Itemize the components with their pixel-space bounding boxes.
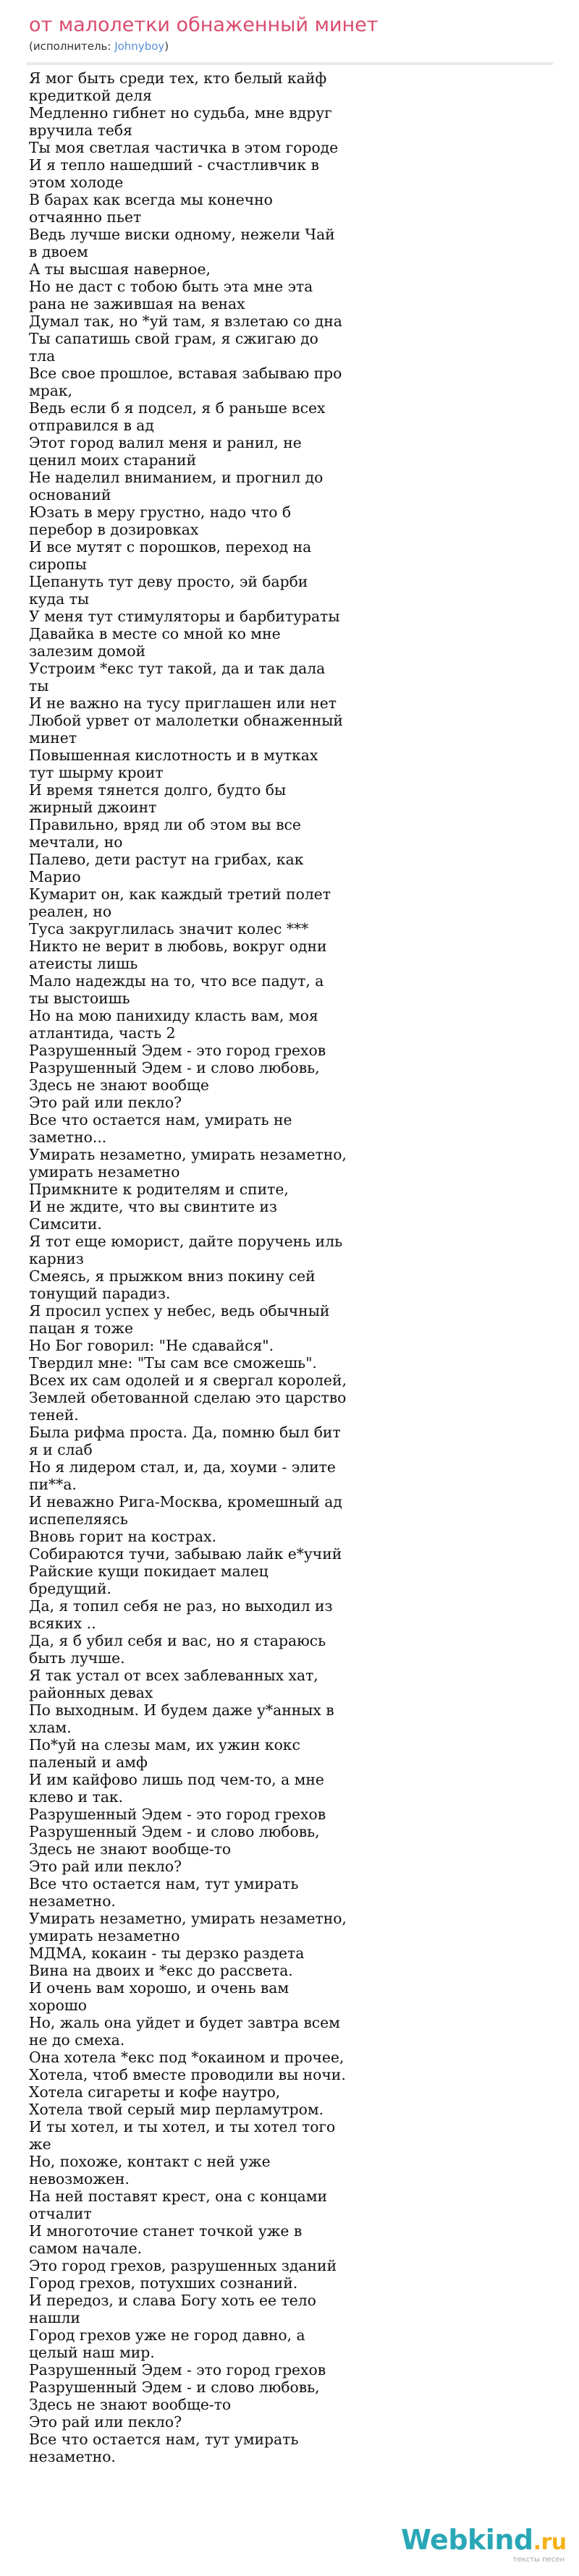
lyric-line: Я просил успех у небес, ведь обычный пацан я тоже xyxy=(29,1302,330,1337)
header-divider xyxy=(26,62,553,65)
lyric-line: Да, я б убил себя и вас, но я стараюсь быть лучше. xyxy=(29,1632,326,1667)
song-header xyxy=(29,13,550,54)
lyric-line: И многоточие станет точкой уже в самом начале. xyxy=(29,2222,303,2257)
lyric-line: Но, похоже, контакт с ней уже невозможен. xyxy=(29,2153,271,2188)
lyric-line: Правильно, вряд ли об этом вы все мечтали, но xyxy=(29,816,301,851)
lyric-line: Разрушенный Эдем - это город грехов xyxy=(29,1042,326,1059)
lyric-line: Я тот еще юморист, дайте поручень иль карниз xyxy=(29,1233,343,1267)
lyric-line: Хотела твой серый мир перламутром. xyxy=(29,2101,324,2118)
lyric-line: Примкните к родителям и спите, xyxy=(29,1181,289,1198)
lyric-line: Разрушенный Эдем - и слово любовь, Здесь не знают вообще-то xyxy=(29,1823,320,1858)
lyric-line: Думал так, но *уй там, я взлетаю со дна xyxy=(29,313,342,330)
lyric-line: А ты высшая наверное, xyxy=(29,260,211,278)
site-logo[interactable] xyxy=(401,2525,567,2564)
logo-tagline: тексты песен xyxy=(512,2556,565,2564)
lyric-line: Хотела, чтоб вместе проводили вы ночи. xyxy=(29,2066,346,2083)
lyric-line: Город грехов уже не город давно, а целый наш мир. xyxy=(29,2326,305,2361)
lyric-line: И неважно Рига-Москва, кромешный ад испепеляясь xyxy=(29,1493,342,1528)
lyric-line: И им кайфово лишь под чем-то, а мне клево и так. xyxy=(29,1771,324,1806)
lyric-line: Туса закруглилась значит колес *** xyxy=(29,920,309,938)
lyric-line: Умирать незаметно, умирать незаметно, умирать незаметно xyxy=(29,1910,347,1944)
lyric-line: Разрушенный Эдем - и слово любовь, Здесь не знают вообще xyxy=(29,1059,320,1094)
lyric-line: У меня тут стимуляторы и барбитураты xyxy=(29,608,340,625)
lyric-line: По выходным. И будем даже у*анных в хлам. xyxy=(29,1701,334,1736)
lyric-line: И все мутят с порошков, переход на сиропы xyxy=(29,538,312,573)
lyric-line: И не важно на тусу приглашен или нет xyxy=(29,694,337,712)
lyric-line: Она хотела *екс под *окаином и прочее, xyxy=(29,2049,345,2066)
lyric-line: Смеясь, я прыжком вниз покину сей тонущий парадиз. xyxy=(29,1267,316,1302)
lyric-line: И передоз, и слава Богу хоть ее тело нашли xyxy=(29,2292,316,2326)
lyric-line: Но Бог говорил: "Не сдавайся". xyxy=(29,1337,274,1354)
performer-suffix: ) xyxy=(164,40,169,53)
lyric-line: Но не даст с тобою быть эта мне эта рана не зажившая на венах xyxy=(29,278,313,313)
lyric-line: И я тепло нашедший - счастливчик в этом холоде xyxy=(29,156,319,191)
lyric-line: Я так устал от всех заблеванных хат, районных девах xyxy=(29,1667,318,1701)
performer-link[interactable]: Johnyboy xyxy=(114,40,165,53)
lyric-line: Райские кущи покидает малец бредущий. xyxy=(29,1563,269,1597)
lyric-line: Но на мою панихиду класть вам, моя атлантида, часть 2 xyxy=(29,1007,318,1042)
lyric-line: Все свое прошлое, вставая забываю про мрак, xyxy=(29,365,342,399)
lyric-line: В барах как всегда мы конечно отчаянно пьет xyxy=(29,191,273,226)
lyric-line: Была рифма проста. Да, помню был бит я и слаб xyxy=(29,1424,341,1458)
lyrics-text xyxy=(29,69,347,2465)
lyric-line: Устроим *екс тут такой, да и так дала ты xyxy=(29,660,326,694)
lyric-line: Ведь лучше виски одному, нежели Чай в двоем xyxy=(29,226,335,260)
lyric-line: И не ждите, что вы свинтите из Симсити. xyxy=(29,1198,277,1233)
lyric-line: Всех их сам одолей и я свергал королей, xyxy=(29,1372,347,1389)
lyric-line: Да, я топил себя не раз, но выходил из всяких .. xyxy=(29,1597,333,1632)
lyric-line: Все что остается нам, умирать не заметно... xyxy=(29,1111,292,1146)
lyric-line: Это рай или пекло? xyxy=(29,2413,182,2431)
lyric-line: Ты моя светлая частичка в этом городе xyxy=(29,139,339,156)
lyric-line: Никто не верит в любовь, вокруг одни атеисты лишь xyxy=(29,938,327,972)
lyric-line: Собираются тучи, забываю лайк е*учий xyxy=(29,1545,342,1563)
lyric-line: Кумарит он, как каждый третий полет реален, но xyxy=(29,885,331,920)
lyric-line: И очень вам хорошо, и очень вам хорошо xyxy=(29,1979,290,2014)
lyric-line: Любой урвет от малолетки обнаженный минет xyxy=(29,712,343,747)
lyric-line: Все что остается нам, тут умирать незаметно. xyxy=(29,2431,299,2465)
lyric-line: И ты хотел, и ты хотел, и ты хотел того же xyxy=(29,2118,336,2153)
lyric-line: Вина на двоих и *екс до рассвета. xyxy=(29,1962,293,1979)
logo-wordmark xyxy=(401,2525,567,2557)
lyric-line: Ведь если б я подсел, я б раньше всех отправился в ад xyxy=(29,399,326,434)
lyric-line: Хотела сигареты и кофе наутро, xyxy=(29,2083,281,2101)
performer-line xyxy=(29,39,550,54)
lyric-line: Палево, дети растут на грибах, как Марио xyxy=(29,851,304,885)
lyric-line: Город грехов, потухших сознаний. xyxy=(29,2274,298,2292)
lyric-line: Разрушенный Эдем - это город грехов xyxy=(29,2361,326,2379)
lyric-line: Медленно гибнет но судьба, мне вдруг вручила тебя xyxy=(29,104,332,139)
lyric-line: Но, жаль она уйдет и будет завтра всем не до смеха. xyxy=(29,2014,340,2049)
page-title: от малолетки обнаженный минет xyxy=(29,14,379,36)
lyric-line: И время тянется долго, будто бы жирный джоинт xyxy=(29,781,287,816)
lyric-line: Все что остается нам, тут умирать незаметно. xyxy=(29,1875,299,1910)
lyric-line: Это рай или пекло? xyxy=(29,1094,182,1111)
lyric-line: По*уй на слезы мам, их ужин кокс паленый и амф xyxy=(29,1736,300,1771)
lyric-line: Цепануть тут деву просто, эй барби куда ты xyxy=(29,573,308,608)
lyric-line: На ней поставят крест, она с концами отчалит xyxy=(29,2188,328,2222)
lyric-line: Юзать в меру грустно, надо что б перебор в дозировках xyxy=(29,503,292,538)
lyric-line: Этот город валил меня и ранил, не ценил моих стараний xyxy=(29,434,302,469)
lyric-line: Это рай или пекло? xyxy=(29,1858,182,1875)
lyric-line: Землей обетованной сделаю это царство теней. xyxy=(29,1389,347,1424)
lyric-line: Мало надежды на то, что все падут, а ты выстоишь xyxy=(29,972,324,1007)
lyric-line: Но я лидером стал, и, да, хоуми - элите пи**а. xyxy=(29,1458,336,1493)
lyric-line: Это город грехов, разрушенных зданий xyxy=(29,2257,337,2274)
lyric-line: МДМА, кокаин - ты дерзко раздета xyxy=(29,1944,305,1962)
logo-name: Webkind xyxy=(401,2524,533,2556)
lyric-line: Вновь горит на кострах. xyxy=(29,1528,217,1545)
lyric-line: Разрушенный Эдем - это город грехов xyxy=(29,1806,326,1823)
lyric-line: Разрушенный Эдем - и слово любовь, Здесь не знают вообще-то xyxy=(29,2379,320,2413)
lyric-line: Твердил мне: "Ты сам все сможешь". xyxy=(29,1354,317,1372)
lyric-line: Ты сапатишь свой грам, я сжигаю до тла xyxy=(29,330,318,365)
lyric-line: Умирать незаметно, умирать незаметно, умирать незаметно xyxy=(29,1146,347,1181)
performer-prefix: (исполнитель: xyxy=(29,40,115,53)
lyric-line: Я мог быть среди тех, кто белый кайф кредиткой деля xyxy=(29,69,327,104)
lyric-line: Повышенная кислотность и в мутках тут шырму кроит xyxy=(29,747,318,781)
logo-tld: .ru xyxy=(533,2530,567,2555)
lyric-line: Давайка в месте со мной ко мне залезим домой xyxy=(29,625,281,660)
lyric-line: Не наделил вниманием, и прогнил до оснований xyxy=(29,469,324,503)
